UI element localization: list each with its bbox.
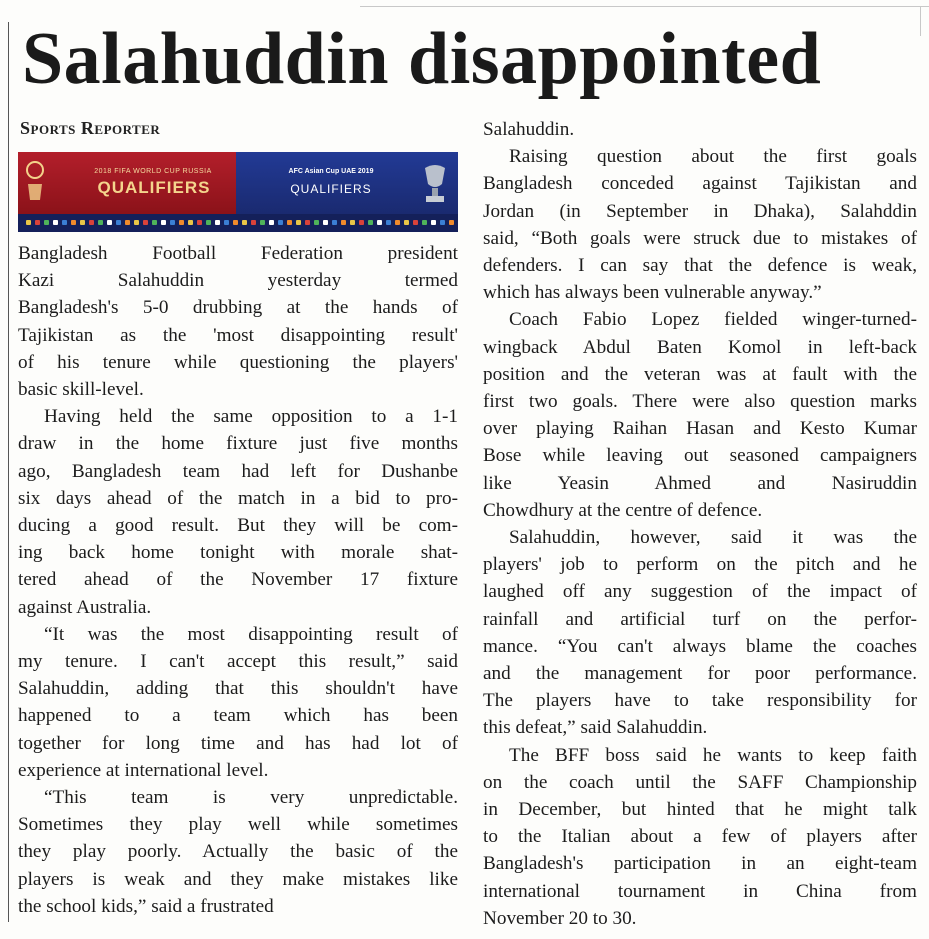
flag-dot-icon <box>215 220 220 225</box>
text-line: “It was the most disappointing result of <box>44 623 458 645</box>
qualifiers-banner <box>18 152 458 232</box>
text-line: Chowdhury at the centre of defence. <box>483 499 763 521</box>
flag-dot-icon <box>35 220 40 225</box>
text-line: defenders. I can say that the defence is weak, <box>483 255 917 277</box>
flag-dot-icon <box>305 220 310 225</box>
flag-dot-icon <box>134 220 139 225</box>
paragraph <box>483 524 917 742</box>
flag-dot-icon <box>53 220 58 225</box>
paragraph <box>18 784 458 920</box>
text-line: Bangladesh's 5-0 drubbing at the hands of <box>18 297 458 319</box>
paragraph <box>18 240 458 403</box>
flag-dot-icon <box>431 220 436 225</box>
text-line: Bangladesh's participation in an eight-team <box>483 853 917 875</box>
flag-dot-icon <box>116 220 121 225</box>
flag-dot-icon <box>44 220 49 225</box>
paragraph <box>483 306 917 524</box>
flags-strip <box>18 214 458 232</box>
world-cup-badge-icon <box>22 156 48 208</box>
text-line: Kazi Salahuddin yesterday termed <box>18 270 458 292</box>
paragraph <box>483 742 917 932</box>
flag-dot-icon <box>287 220 292 225</box>
text-line: draw in the home fixture just five months <box>18 433 458 455</box>
text-line: this defeat,” said Salahuddin. <box>483 717 708 739</box>
flag-dot-icon <box>188 220 193 225</box>
flag-dot-icon <box>26 220 31 225</box>
text-line: The players have to take responsibility for <box>483 690 917 712</box>
text-line: players is weak and they make mistakes like <box>18 868 458 890</box>
text-line: basic skill-level. <box>18 379 144 401</box>
text-line: Salahuddin, however, said it was the <box>509 527 917 549</box>
flag-dot-icon <box>332 220 337 225</box>
text-line: laughed off any suggestion of the impact of <box>483 581 917 603</box>
text-line: ducing a good result. But they will be com- <box>18 515 458 537</box>
flag-dot-icon <box>89 220 94 225</box>
flag-dot-icon <box>413 220 418 225</box>
text-line: six days ahead of the match in a bid to pro- <box>18 487 458 509</box>
asian-cup-subtitle: AFC Asian Cup UAE 2019 <box>288 168 374 175</box>
top-rule <box>360 6 929 7</box>
flag-dot-icon <box>197 220 202 225</box>
text-line: “This team is very unpredictable. <box>44 787 458 809</box>
text-line: ing back home tonight with morale shat- <box>18 542 458 564</box>
left-column <box>18 240 458 920</box>
text-line: international tournament in China from <box>483 880 917 902</box>
text-line: rainfall and artificial turf on the perfor- <box>483 608 917 630</box>
flag-dot-icon <box>449 220 454 225</box>
text-line: Salahuddin. <box>483 119 575 140</box>
flag-dot-icon <box>269 220 274 225</box>
flag-dot-icon <box>395 220 400 225</box>
text-line: Sometimes they play well while sometimes <box>18 814 458 836</box>
paragraph <box>18 403 458 621</box>
paragraph <box>18 621 458 784</box>
text-line: players' job to perform on the pitch and he <box>483 554 917 576</box>
text-line: November 20 to 30. <box>483 907 637 929</box>
flag-dot-icon <box>233 220 238 225</box>
text-line: position and the veteran was at fault with the <box>483 363 917 385</box>
world-cup-subtitle: 2018 FIFA WORLD CUP RUSSIA <box>94 168 212 175</box>
text-line: against Australia. <box>18 596 152 618</box>
flag-dot-icon <box>440 220 445 225</box>
flag-dot-icon <box>386 220 391 225</box>
flag-dot-icon <box>251 220 256 225</box>
flag-dot-icon <box>224 220 229 225</box>
text-line: Tajikistan as the 'most disappointing result' <box>18 324 458 346</box>
text-line: experience at international level. <box>18 759 269 781</box>
text-line: which has always been vulnerable anyway.” <box>483 282 822 304</box>
text-line: Bangladesh Football Federation president <box>18 243 458 264</box>
flag-dot-icon <box>71 220 76 225</box>
flag-dot-icon <box>107 220 112 225</box>
text-line: Coach Fabio Lopez fielded winger-turned- <box>509 309 917 331</box>
asian-cup-title: QUALIFIERS <box>290 182 372 196</box>
text-line: said, “Both goals were struck due to mistakes of <box>483 227 917 249</box>
text-line: Jordan (in September in Dhaka), Salahddin <box>483 200 917 222</box>
flag-dot-icon <box>404 220 409 225</box>
flag-dot-icon <box>377 220 382 225</box>
world-cup-panel <box>18 152 236 214</box>
flag-dot-icon <box>242 220 247 225</box>
text-line: Bose while leaving out seasoned campaigners <box>483 445 917 467</box>
text-line: on the coach until the SAFF Championship <box>483 771 917 793</box>
byline: Sports Reporter <box>20 118 161 138</box>
text-line: Raising question about the first goals <box>509 146 917 168</box>
text-line: Having held the same opposition to a 1-1 <box>44 406 458 428</box>
flag-dot-icon <box>422 220 427 225</box>
paragraph <box>483 143 917 306</box>
paragraph <box>483 116 917 143</box>
left-rule <box>8 22 9 922</box>
text-line: first two goals. There were also question marks <box>483 391 917 413</box>
flag-dot-icon <box>206 220 211 225</box>
headline: Salahuddin disappointed <box>22 18 822 100</box>
flag-dot-icon <box>278 220 283 225</box>
text-line: Bangladesh conceded against Tajikistan and <box>483 173 917 195</box>
text-line: they play poorly. Actually the basic of the <box>18 841 458 863</box>
flag-dot-icon <box>341 220 346 225</box>
text-line: Salahuddin, adding that this shouldn't have <box>18 678 458 700</box>
flag-dot-icon <box>80 220 85 225</box>
text-line: over playing Raihan Hasan and Kesto Kumar <box>483 418 917 440</box>
flag-dot-icon <box>260 220 265 225</box>
text-line: happened to a team which has been <box>18 705 458 727</box>
text-line: mance. “You can't always blame the coaches <box>483 635 917 657</box>
text-line: the school kids,” said a frustrated <box>18 895 274 917</box>
text-line: in December, but hinted that he might talk <box>483 799 917 821</box>
text-line: to the Italian about a few of players after <box>483 826 917 848</box>
flag-dot-icon <box>359 220 364 225</box>
text-line: ago, Bangladesh team had left for Dushanbe <box>18 460 458 482</box>
text-line: and the management for poor performance. <box>483 663 917 685</box>
text-line: of his tenure while questioning the players' <box>18 351 458 373</box>
text-line: wingback Abdul Baten Komol in left-back <box>483 336 917 358</box>
flag-dot-icon <box>323 220 328 225</box>
text-line: like Yeasin Ahmed and Nasiruddin <box>483 472 917 494</box>
right-column <box>483 116 917 932</box>
flag-dot-icon <box>125 220 130 225</box>
flag-dot-icon <box>296 220 301 225</box>
flag-dot-icon <box>98 220 103 225</box>
text-line: The BFF boss said he wants to keep faith <box>509 744 917 766</box>
flag-dot-icon <box>62 220 67 225</box>
world-cup-title: QUALIFIERS <box>97 178 211 197</box>
flag-dot-icon <box>161 220 166 225</box>
text-line: tered ahead of the November 17 fixture <box>18 569 458 591</box>
flag-dot-icon <box>170 220 175 225</box>
text-line: together for long time and has had lot of <box>18 732 458 754</box>
asian-cup-panel <box>236 152 458 214</box>
flag-dot-icon <box>368 220 373 225</box>
text-line: my tenure. I can't accept this result,” said <box>18 651 458 673</box>
flag-dot-icon <box>314 220 319 225</box>
flag-dot-icon <box>152 220 157 225</box>
flag-dot-icon <box>179 220 184 225</box>
flag-dot-icon <box>143 220 148 225</box>
flag-dot-icon <box>350 220 355 225</box>
asian-cup-trophy-icon <box>420 162 450 206</box>
